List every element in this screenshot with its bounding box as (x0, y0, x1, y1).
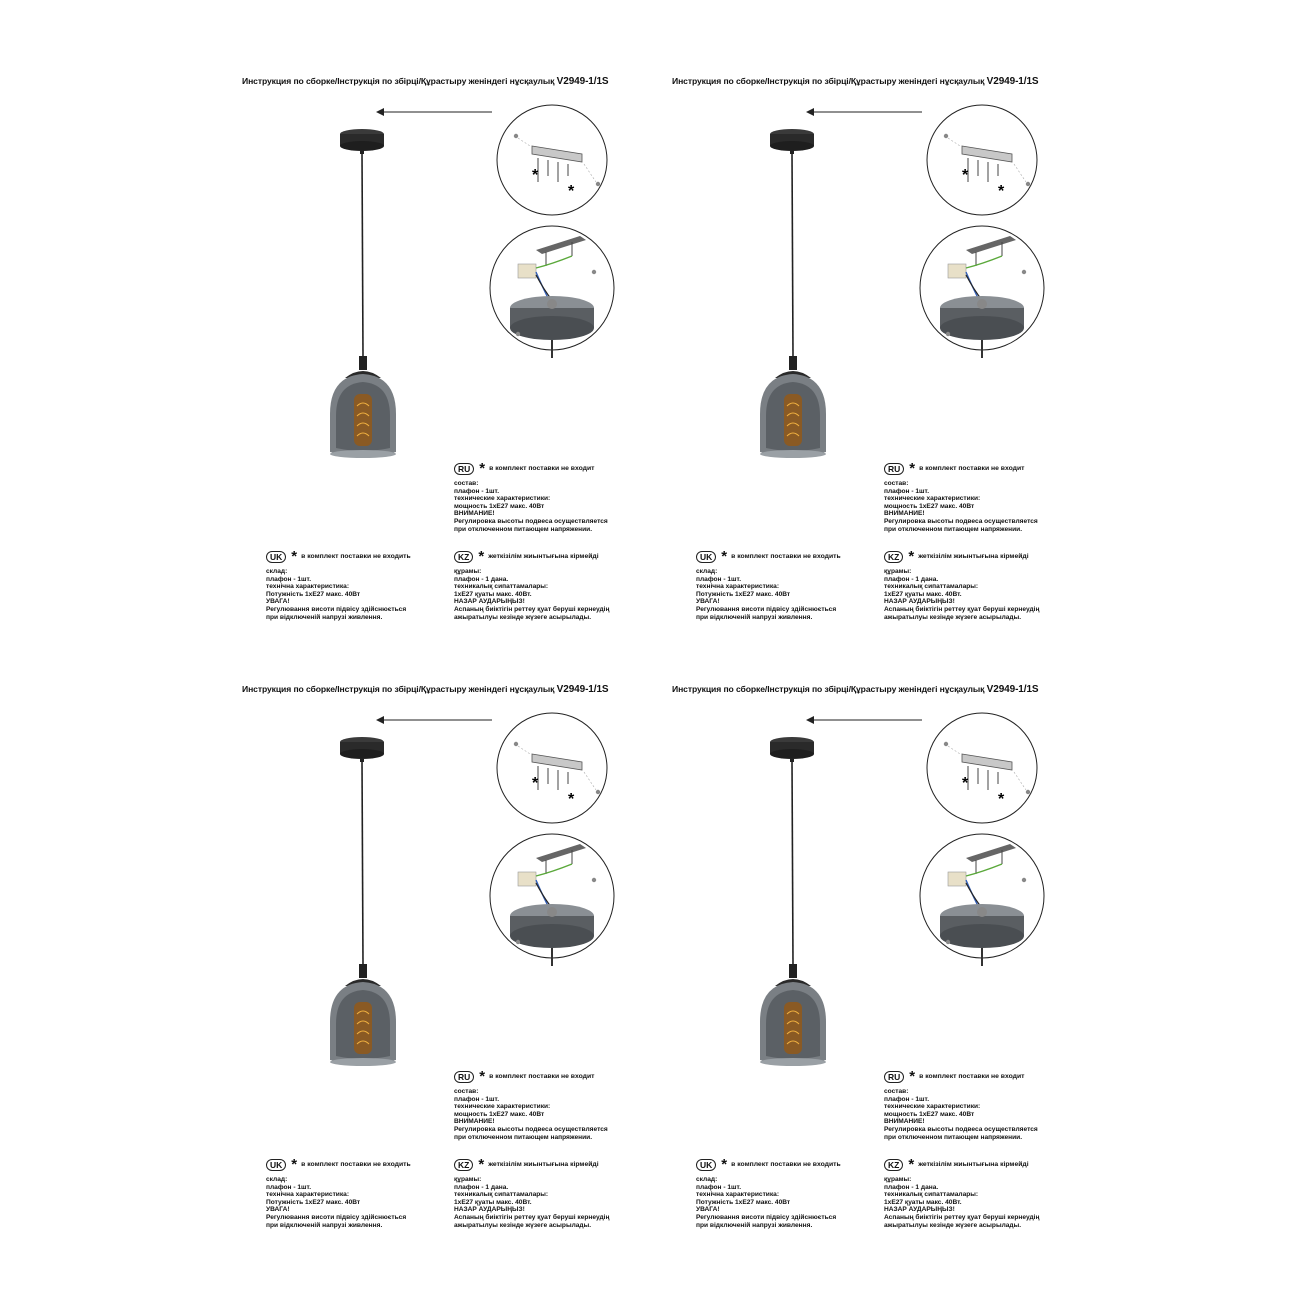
asterisk-icon: * (479, 460, 486, 477)
pendant-shade (760, 356, 826, 458)
ceiling-canopy (770, 737, 814, 762)
suspension-cable (362, 761, 363, 964)
uk-text-line: при відключеній напрузі живлення. (696, 613, 813, 621)
title-text: Инструкция по сборке/Інструкція по збірці/Құрастыру женіндегі нұсқаулық (242, 76, 555, 86)
uk-text-line: при відключеній напрузі живлення. (266, 613, 383, 621)
asterisk-icon: * (998, 791, 1005, 808)
kz-text-line: құрамы: (884, 568, 912, 575)
kz-text-line: техникалық сипаттамалары: (884, 1191, 979, 1199)
kz-block (454, 1158, 609, 1229)
model-code: V2949-1/1S (986, 684, 1039, 695)
uk-text-line: УВАГА! (266, 1206, 290, 1214)
uk-text-line: технічна характеристика: (266, 1191, 350, 1199)
uk-block (696, 1158, 841, 1229)
kz-text-line: ажыратылуы кезінде жүзеге асырылады. (454, 1221, 592, 1229)
kz-text-line: 1хЕ27 қуаты макс. 40Вт. (454, 590, 532, 598)
ru-text-line: Регулировка высоты подвеса осуществляется (884, 517, 1038, 525)
kz-text-line: плафон - 1 дана. (884, 1183, 939, 1191)
uk-text-line: УВАГА! (696, 1206, 720, 1214)
uk-badge: UK (266, 1159, 286, 1171)
pendant-shade (330, 964, 396, 1066)
kz-text-line: 1хЕ27 қуаты макс. 40Вт. (884, 1198, 962, 1206)
detail-mounting-bracket (927, 713, 1037, 823)
kz-text-line: НАЗАР АУДАРЫҢЫЗ! (884, 598, 955, 606)
kz-text-line: Аспаның биіктігін реттеу қуат беруші кернеудің (454, 1213, 610, 1221)
asterisk-icon: * (478, 548, 485, 565)
asterisk-icon: * (532, 167, 539, 184)
kz-text-line: Аспаның биіктігін реттеу қуат беруші кернеудің (454, 605, 610, 613)
kz-text-line: НАЗАР АУДАРЫҢЫЗ! (454, 1206, 525, 1214)
ru-text-line: плафон - 1шт. (454, 1095, 500, 1103)
kz-text-line: техникалық сипаттамалары: (884, 583, 979, 591)
ru-text-line: мощность 1хЕ27 макс. 40Вт (884, 1110, 975, 1118)
ru-text-line: плафон - 1шт. (884, 487, 930, 495)
asterisk-icon: * (721, 548, 728, 565)
ru-block (454, 462, 608, 533)
uk-text-line: Потужність 1хЕ27 макс. 40Вт (696, 590, 791, 598)
asterisk-icon: * (721, 1156, 728, 1173)
asterisk-icon: * (568, 791, 575, 808)
kz-text-line: ажыратылуы кезінде жүзеге асырылады. (454, 613, 592, 621)
ru-badge: RU (884, 463, 904, 475)
ru-text-line: ВНИМАНИЕ! (884, 510, 925, 518)
kz-text-line: ажыратылуы кезінде жүзеге асырылады. (884, 613, 1022, 621)
detail-wiring (920, 834, 1044, 966)
kz-text-line: НАЗАР АУДАРЫҢЫЗ! (884, 1206, 955, 1214)
uk-text-line: Регулювання висоти підвісу здійснюється (266, 605, 407, 613)
uk-note: в комплект поставки не входить (731, 553, 841, 561)
arrow-left-icon (806, 108, 922, 116)
kz-text-line: техникалық сипаттамалары: (454, 583, 549, 591)
uk-text-line: Регулювання висоти підвісу здійснюється (696, 1213, 837, 1221)
asterisk-icon: * (479, 1068, 486, 1085)
uk-text-line: технічна характеристика: (266, 583, 350, 591)
kz-text-line: техникалық сипаттамалары: (454, 1191, 549, 1199)
asterisk-icon: * (908, 1156, 915, 1173)
ru-text-line: Регулировка высоты подвеса осуществляется (884, 1125, 1038, 1133)
title-text: Инструкция по сборке/Інструкція по збірці/Құрастыру женіндегі нұсқаулық (242, 684, 555, 694)
asterisk-icon: * (291, 548, 298, 565)
detail-wiring (490, 834, 614, 966)
ceiling-canopy (340, 129, 384, 154)
kz-note: жеткізілім жиынтығына кірмейді (918, 553, 1029, 561)
ru-block (454, 1070, 608, 1141)
ru-text-line: при отключенном питающем напряжении. (884, 1133, 1023, 1141)
ru-text-line: при отключенном питающем напряжении. (454, 525, 593, 533)
ru-note: в комплект поставки не входит (919, 1073, 1025, 1081)
ru-text-line: состав: (884, 480, 909, 487)
instruction-sheet (672, 76, 1112, 676)
pendant-shade (760, 964, 826, 1066)
ru-text-line: Регулировка высоты подвеса осуществляется (454, 1125, 608, 1133)
asterisk-icon: * (478, 1156, 485, 1173)
arrow-left-icon (806, 716, 922, 724)
asterisk-icon: * (568, 183, 575, 200)
kz-badge: KZ (884, 551, 903, 563)
uk-text-line: технічна характеристика: (696, 583, 780, 591)
kz-text-line: плафон - 1 дана. (454, 575, 509, 583)
kz-text-line: 1хЕ27 қуаты макс. 40Вт. (884, 590, 962, 598)
uk-note: в комплект поставки не входить (301, 1161, 411, 1169)
kz-text-line: Аспаның биіктігін реттеу қуат беруші кернеудің (884, 605, 1040, 613)
kz-block (884, 550, 1039, 621)
uk-text-line: Регулювання висоти підвісу здійснюється (696, 605, 837, 613)
asterisk-icon: * (998, 183, 1005, 200)
ru-text-line: технические характеристики: (454, 495, 551, 503)
uk-text-line: УВАГА! (266, 598, 290, 606)
instruction-sheet (242, 76, 682, 676)
ru-text-line: мощность 1хЕ27 макс. 40Вт (454, 1110, 545, 1118)
kz-block (454, 550, 609, 621)
ru-text-line: состав: (884, 1088, 909, 1095)
ru-text-line: состав: (454, 1088, 479, 1095)
uk-text-line: склад: (266, 1176, 288, 1183)
asterisk-icon: * (908, 548, 915, 565)
uk-text-line: склад: (696, 568, 718, 575)
uk-text-line: склад: (696, 1176, 718, 1183)
ru-text-line: ВНИМАНИЕ! (884, 1118, 925, 1126)
uk-text-line: при відключеній напрузі живлення. (696, 1221, 813, 1229)
uk-note: в комплект поставки не входить (731, 1161, 841, 1169)
uk-text-line: склад: (266, 568, 288, 575)
kz-text-line: ажыратылуы кезінде жүзеге асырылады. (884, 1221, 1022, 1229)
uk-block (266, 550, 411, 621)
ru-text-line: при отключенном питающем напряжении. (884, 525, 1023, 533)
uk-text-line: Потужність 1хЕ27 макс. 40Вт (266, 590, 361, 598)
ru-text-line: мощность 1хЕ27 макс. 40Вт (454, 502, 545, 510)
asterisk-icon: * (909, 460, 916, 477)
uk-text-line: плафон - 1шт. (266, 575, 312, 583)
kz-text-line: плафон - 1 дана. (884, 575, 939, 583)
kz-badge: KZ (454, 1159, 473, 1171)
kz-text-line: 1хЕ27 қуаты макс. 40Вт. (454, 1198, 532, 1206)
ru-text-line: плафон - 1шт. (884, 1095, 930, 1103)
ru-text-line: ВНИМАНИЕ! (454, 1118, 495, 1126)
uk-text-line: Потужність 1хЕ27 макс. 40Вт (266, 1198, 361, 1206)
kz-note: жеткізілім жиынтығына кірмейді (918, 1161, 1029, 1169)
ru-badge: RU (884, 1071, 904, 1083)
pendant-shade (330, 356, 396, 458)
suspension-cable (792, 761, 793, 964)
model-code: V2949-1/1S (556, 684, 609, 695)
ru-text-line: Регулировка высоты подвеса осуществляется (454, 517, 608, 525)
asterisk-icon: * (291, 1156, 298, 1173)
kz-badge: KZ (454, 551, 473, 563)
ceiling-canopy (770, 129, 814, 154)
uk-text-line: Потужність 1хЕ27 макс. 40Вт (696, 1198, 791, 1206)
kz-note: жеткізілім жиынтығына кірмейді (488, 1161, 599, 1169)
uk-text-line: плафон - 1шт. (696, 575, 742, 583)
arrow-left-icon (376, 716, 492, 724)
detail-mounting-bracket (927, 105, 1037, 215)
kz-note: жеткізілім жиынтығына кірмейді (488, 553, 599, 561)
kz-text-line: НАЗАР АУДАРЫҢЫЗ! (454, 598, 525, 606)
uk-badge: UK (696, 1159, 716, 1171)
ru-block (884, 1070, 1038, 1141)
instruction-sheet (242, 684, 682, 1284)
title-text: Инструкция по сборке/Інструкція по збірці/Құрастыру женіндегі нұсқаулық (672, 76, 985, 86)
ceiling-canopy (340, 737, 384, 762)
kz-text-line: құрамы: (454, 1176, 482, 1183)
kz-text-line: құрамы: (454, 568, 482, 575)
instruction-sheet (672, 684, 1112, 1284)
uk-note: в комплект поставки не входить (301, 553, 411, 561)
ru-text-line: мощность 1хЕ27 макс. 40Вт (884, 502, 975, 510)
uk-text-line: плафон - 1шт. (696, 1183, 742, 1191)
ru-text-line: при отключенном питающем напряжении. (454, 1133, 593, 1141)
suspension-cable (362, 153, 363, 356)
kz-text-line: құрамы: (884, 1176, 912, 1183)
uk-block (696, 550, 841, 621)
uk-badge: UK (696, 551, 716, 563)
asterisk-icon: * (909, 1068, 916, 1085)
uk-block (266, 1158, 411, 1229)
ru-badge: RU (454, 463, 474, 475)
uk-text-line: технічна характеристика: (696, 1191, 780, 1199)
ru-text-line: плафон - 1шт. (454, 487, 500, 495)
ru-badge: RU (454, 1071, 474, 1083)
asterisk-icon: * (532, 775, 539, 792)
kz-badge: KZ (884, 1159, 903, 1171)
detail-mounting-bracket (497, 713, 607, 823)
kz-block (884, 1158, 1039, 1229)
detail-wiring (920, 226, 1044, 358)
ru-text-line: технические характеристики: (884, 495, 981, 503)
uk-text-line: плафон - 1шт. (266, 1183, 312, 1191)
detail-mounting-bracket (497, 105, 607, 215)
uk-text-line: УВАГА! (696, 598, 720, 606)
kz-text-line: плафон - 1 дана. (454, 1183, 509, 1191)
model-code: V2949-1/1S (556, 76, 609, 87)
model-code: V2949-1/1S (986, 76, 1039, 87)
ru-text-line: технические характеристики: (454, 1103, 551, 1111)
asterisk-icon: * (962, 167, 969, 184)
ru-note: в комплект поставки не входит (489, 1073, 595, 1081)
uk-text-line: Регулювання висоти підвісу здійснюється (266, 1213, 407, 1221)
title-text: Инструкция по сборке/Інструкція по збірці/Құрастыру женіндегі нұсқаулық (672, 684, 985, 694)
ru-note: в комплект поставки не входит (489, 465, 595, 473)
ru-text-line: состав: (454, 480, 479, 487)
detail-wiring (490, 226, 614, 358)
kz-text-line: Аспаның биіктігін реттеу қуат беруші кернеудің (884, 1213, 1040, 1221)
ru-block (884, 462, 1038, 533)
ru-text-line: ВНИМАНИЕ! (454, 510, 495, 518)
uk-text-line: при відключеній напрузі живлення. (266, 1221, 383, 1229)
ru-text-line: технические характеристики: (884, 1103, 981, 1111)
uk-badge: UK (266, 551, 286, 563)
ru-note: в комплект поставки не входит (919, 465, 1025, 473)
suspension-cable (792, 153, 793, 356)
arrow-left-icon (376, 108, 492, 116)
asterisk-icon: * (962, 775, 969, 792)
